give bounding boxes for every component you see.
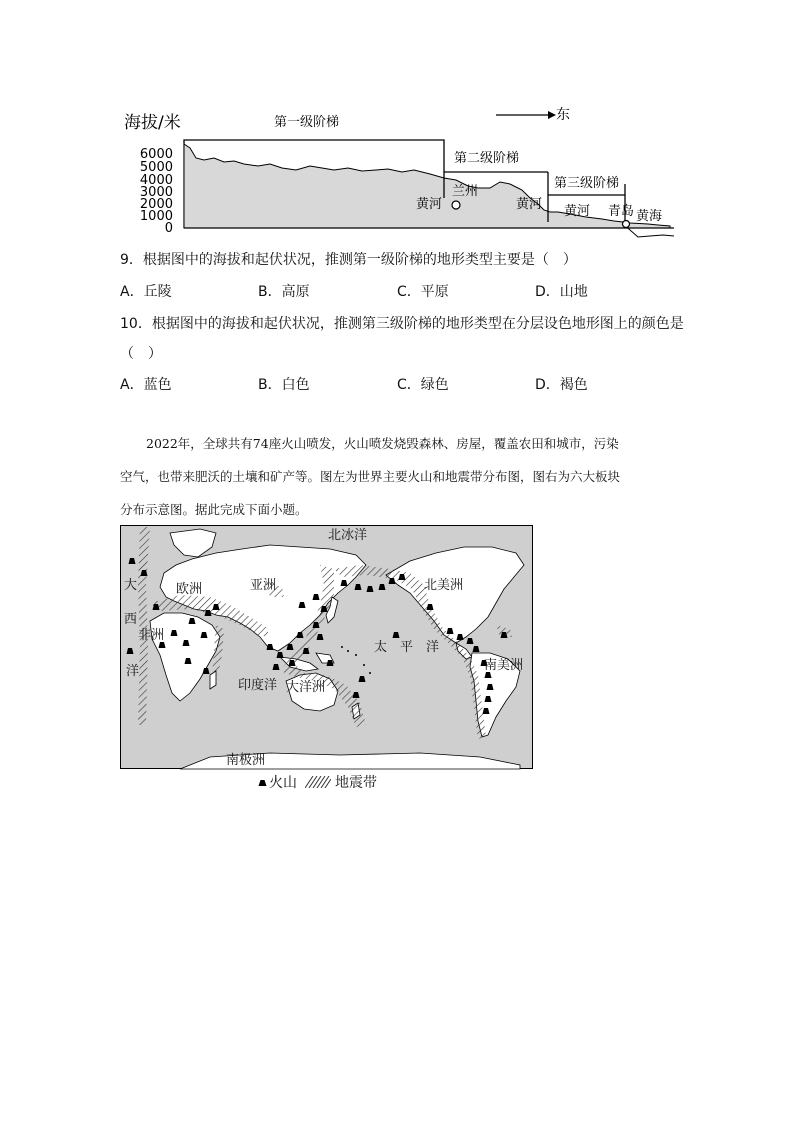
terrain-profile-diagram [118, 100, 688, 245]
profile-y-axis-title: 海拔/米 [124, 113, 181, 133]
passage [120, 427, 680, 526]
label-atlantic-3: 洋 [126, 664, 140, 679]
label-atlantic-2: 西 [124, 612, 138, 627]
legend-volcano-label: 火山 [269, 775, 297, 791]
label-africa: 非洲 [138, 628, 165, 643]
q9-option-d[interactable]: D．山地 [535, 284, 588, 300]
y-tick: 1000 [139, 209, 173, 224]
place-lanzhou: 兰州 [452, 184, 479, 199]
q10-option-b[interactable]: B．白色 [258, 377, 310, 393]
label-oceania: 大洋洲 [286, 680, 326, 695]
legend-seismic-label: 地震带 [335, 775, 377, 791]
passage-line-1: 2022年，全球共有74座火山喷发，火山喷发烧毁森林、房屋，覆盖农田和城市，污染 [146, 436, 619, 451]
step-label-3: 第三级阶梯 [554, 176, 620, 191]
passage-line-2: 空气，也带来肥沃的土壤和矿产等。图左为世界主要火山和地震带分布图，图右为六大板块 [120, 469, 621, 484]
y-tick: 2000 [139, 197, 173, 212]
q10-option-a[interactable]: A．蓝色 [120, 377, 172, 393]
map-legend [258, 772, 377, 792]
label-north-america: 北美洲 [424, 578, 464, 593]
step-label-2: 第二级阶梯 [454, 151, 520, 166]
city-marker-icon [452, 201, 460, 209]
place-huanghe-2: 黄河 [516, 197, 543, 212]
question-10-stem-line2: （ ） [120, 346, 162, 362]
place-huanghe-3: 黄河 [564, 204, 591, 219]
step-label-1: 第一级阶梯 [274, 115, 340, 130]
label-europe: 欧洲 [176, 582, 203, 597]
world-volcano-seismic-map [120, 525, 534, 770]
y-tick: 4000 [139, 173, 173, 188]
label-atlantic-1: 大 [124, 578, 138, 593]
label-asia: 亚洲 [250, 578, 277, 593]
label-pacific: 太 平 洋 [374, 640, 440, 655]
y-tick: 0 [164, 221, 173, 236]
q9-option-c[interactable]: C．平原 [397, 284, 449, 300]
place-huanghai: 黄海 [636, 209, 663, 224]
arrow-right-icon [548, 111, 556, 119]
passage-line-3: 分布示意图。据此完成下面小题。 [120, 502, 308, 517]
direction-label: 东 [556, 107, 570, 123]
y-tick: 6000 [139, 147, 173, 162]
question-9-stem: 9．根据图中的海拔和起伏状况，推测第一级阶梯的地形类型主要是（ ） [120, 252, 577, 268]
city-marker-icon [623, 221, 630, 228]
label-antarctica: 南极洲 [226, 753, 266, 768]
place-qingdao: 青岛 [608, 204, 635, 219]
profile-y-ticks [140, 147, 173, 236]
label-arctic: 北冰洋 [328, 528, 368, 543]
y-tick: 5000 [139, 160, 173, 175]
label-south-america: 南美洲 [484, 658, 524, 673]
q9-option-b[interactable]: B．高原 [258, 284, 310, 300]
q9-option-a[interactable]: A．丘陵 [120, 284, 172, 300]
label-indian: 印度洋 [238, 678, 278, 693]
volcano-icon [258, 778, 267, 787]
q10-option-d[interactable]: D．褐色 [535, 377, 588, 393]
place-huanghe-1: 黄河 [416, 197, 443, 212]
y-tick: 3000 [139, 185, 173, 200]
question-10-stem-line1: 10．根据图中的海拔和起伏状况，推测第三级阶梯的地形类型在分层设色地形图上的颜色是 [120, 316, 684, 332]
q10-option-c[interactable]: C．绿色 [397, 377, 449, 393]
seismic-hatch-icon [305, 776, 331, 788]
